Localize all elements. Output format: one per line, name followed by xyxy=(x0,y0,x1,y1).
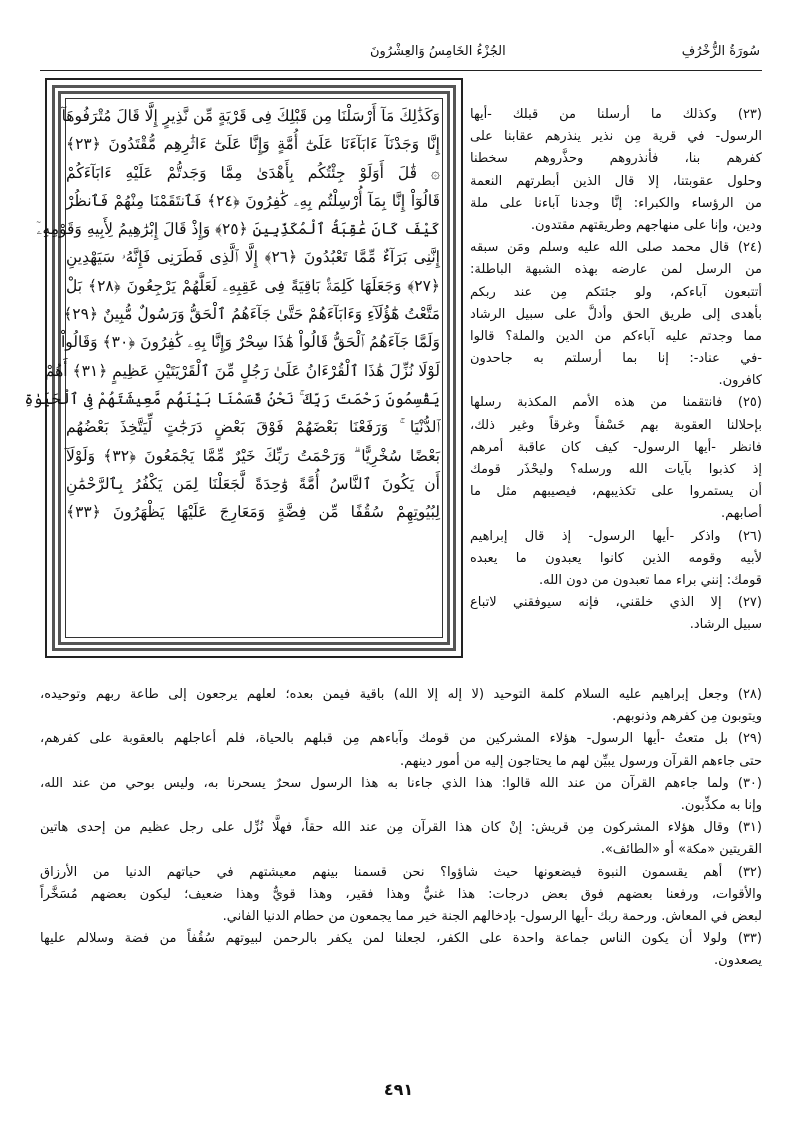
tafsir-line: وإنا به مكذِّبون. xyxy=(680,797,762,813)
tafsir-line: (٣١) وقال هؤلاء المشركون مِن قريش: إنْ كان هذا القرآن مِن عند الله حقاً، فهلَّا نُزِّل على رجل عظيم من إحدى هاتين xyxy=(40,820,762,836)
tafsir-line: قومك: إنني براء مما تعبدون من دون الله. xyxy=(538,572,762,588)
tafsir-line: من الرؤساء والكبراء: إنَّا وجدنا آباءنا على ملة xyxy=(470,195,762,211)
tafsir-line: (٢٧) إلا الذي خلقني، فإنه سيوفقني لاتباع xyxy=(470,595,762,611)
tafsir-line: وحلول عقوبتنا، إلا قال الذين أبطرتهم النعمة xyxy=(470,173,762,189)
tafsir-line: فانظر -أيها الرسول- كيف كان عاقبة أمرهم xyxy=(470,439,762,455)
page-number: ٤٩١ xyxy=(383,1080,414,1099)
tafsir-line: لبعض في المعاش. ورحمة ربك -أيها الرسول- بإدخالهم الجنة خير مما يجمعون من حطام الدنيا الفاني. xyxy=(222,908,762,924)
tafsir-line: (٢٤) قال محمد صلى الله عليه وسلم ومَن سبقه xyxy=(470,240,762,256)
tafsir-line: أصابهم. xyxy=(720,506,762,522)
tafsir-line: (٣٢) أهم يقسمون النبوة فيضعونها حيث شاؤوا؟ نحن قسمنا بينهم معيشتهم في حياتهم الدنيا من الأرزاق xyxy=(40,864,762,880)
quran-line: إِنَّنِى بَرَآءٌ مِّمَّا تَعْبُدُونَ ﴿٢٦﴾ إِلَّا ٱلَّذِى فَطَرَنِى فَإِنَّهُۥ سَيَهْدِينِ xyxy=(66,248,440,267)
tafsir-line: كفرهم بنا، فأنذروهم وحذَّروهم سخطنا xyxy=(470,151,762,167)
tafsir-line: حتى جاءهم القرآن ورسول يبيِّن لهم ما يحتاجون إليه من أمور دينهم. xyxy=(399,753,762,769)
tafsir-line: (٢٣) وكذلك ما أرسلنا من قبلك -أيها xyxy=(470,107,762,122)
tafsir-line: مما وجدتم عليه آباءكم من الدين والملة؟ قالوا xyxy=(470,328,762,344)
tafsir-side-column xyxy=(470,104,762,637)
quran-line: يَقْسِمُونَ رَحْمَتَ رَبِّكَ ۚ نَحْنُ قَسَمْنَا بَيْنَهُم مَّعِيشَتَهُمْ فِى ٱلْحَيَوٰةِ xyxy=(24,389,440,408)
tafsir-line: بإحلالنا العقوبة بهم خَسْفاً وغرقاً وغير ذلك، xyxy=(470,417,762,433)
quran-line: كَيْفَ كَانَ عَٰقِبَةُ ٱلْمُكَذِّبِينَ ﴿٢٥﴾ وَإِذْ قَالَ إِبْرَٰهِيمُ لِأَبِيهِ وَقَوْمِهِۦٓ xyxy=(36,220,440,239)
tafsir-line: أتتبعون آباءكم، ولو جئتكم مِن عند ربكم xyxy=(470,284,762,300)
quran-line: لِبُيُوتِهِمْ سُقُفًا مِّن فِضَّةٍ وَمَعَارِجَ عَلَيْهَا يَظْهَرُونَ ﴿٣٣﴾ xyxy=(66,503,440,522)
tafsir-full-width xyxy=(40,684,762,972)
tafsir-line: القريتين «مكة» أو «الطائف». xyxy=(600,842,762,858)
surah-name: سُورَةُ الزُّخْرُفِ xyxy=(681,44,760,59)
tafsir-line: ودين، وإنا على منهاجهم وطريقتهم مقتدون. xyxy=(530,217,762,233)
tafsir-line: (٢٦) واذكر -أيها الرسول- إذ قال إبراهيم xyxy=(470,528,762,544)
tafsir-line: (٢٥) فانتقمنا من هذه الأمم المكذبة رسلها xyxy=(470,395,762,411)
tafsir-line: كافرون. xyxy=(718,373,762,389)
tafsir-line: (٣٣) ولولا أن يكون الناس جماعة واحدة على الكفر، لجعلنا لمن يكفر بالرحمن لبيوتهم سُقُفاً من فضة وسلالم عليها xyxy=(40,931,762,947)
quran-line: بَعْضًا سُخْرِيًّا ۗ وَرَحْمَتُ رَبِّكَ خَيْرٌ مِّمَّا يَجْمَعُونَ ﴿٣٢﴾ وَلَوْلَآ xyxy=(66,446,440,465)
tafsir-line: ويتوبون مِن كفرهم وذنوبهم. xyxy=(612,709,762,725)
quran-line: ﴿٢٧﴾ وَجَعَلَهَا كَلِمَةًۢ بَاقِيَةً فِى عَقِبِهِۦ لَعَلَّهُمْ يَرْجِعُونَ ﴿٢٨﴾ بَلْ xyxy=(66,276,441,295)
quran-line: ٱلدُّنْيَا ۚ وَرَفَعْنَا بَعْضَهُمْ فَوْقَ بَعْضٍ دَرَجَٰتٍ لِّيَتَّخِذَ بَعْضُهُم xyxy=(66,418,440,437)
quran-text xyxy=(24,102,441,632)
tafsir-line: (٣٠) ولما جاءهم القرآن من عند الله قالوا: هذا الذي جاءنا به هذا الرسول سحرٌ يسحرنا به، وليس بوحي من عند الله، xyxy=(40,775,762,791)
page-header xyxy=(40,40,760,70)
header-rule xyxy=(40,70,762,71)
tafsir-line: (٢٩) بل متعتُ -أيها الرسول- هؤلاء المشركين من قومك وآباءهم مِن قبلهم بالحياة، فلم أعاجلهم بالعقوبة على كفرهم، xyxy=(40,731,762,747)
quran-line: لَوْلَا نُزِّلَ هَٰذَا ٱلْقُرْءَانُ عَلَىٰ رَجُلٍ مِّنَ ٱلْقَرْيَتَيْنِ عَظِيمٍ ﴿٣١﴾ أَهُمْ xyxy=(44,361,440,380)
quran-line: مَتَّعْتُ هَٰٓؤُلَآءِ وَءَابَآءَهُمْ حَتَّىٰ جَآءَهُمُ ٱلْحَقُّ وَرَسُولٌ مُّبِينٌ ﴿٢٩﴾ xyxy=(63,305,440,324)
quran-line: إِنَّا وَجَدْنَآ ءَابَآءَنَا عَلَىٰٓ أُمَّةٍ وَإِنَّا عَلَىٰٓ ءَاثَٰرِهِم مُّقْتَدُونَ ﴿٢٣﴾ xyxy=(66,135,440,154)
tafsir-line: الرسول- في قرية مِن نذير ينذرهم عقابنا على xyxy=(470,129,762,145)
tafsir-line: لأبيه وقومه الذين كانوا يعبدون ما يعبده xyxy=(470,550,762,566)
quran-line: ۞ قَٰلَ أَوَلَوْ جِئْتُكُم بِأَهْدَىٰ مِمَّا وَجَدتُّمْ عَلَيْهِ ءَابَآءَكُمْ xyxy=(66,163,440,182)
tafsir-line: من الرسل لمن عارضه بهذه الشبهة الباطلة: xyxy=(470,262,762,278)
tafsir-line: (٢٨) وجعل إبراهيم عليه السلام كلمة التوحيد (لا إله إلا الله) باقية فيمن بعده؛ لعلهم يرجعون إلى طاعة ربهم وتوحيده، xyxy=(40,687,762,702)
tafsir-line: أن يستمروا على تكذيبهم، فيصيبهم مثل ما xyxy=(470,484,762,500)
tafsir-line: سبيل الرشاد. xyxy=(689,617,762,633)
tafsir-line: والأقوات، ورفعنا بعضهم فوق بعض درجات: هذا غنيٌّ وهذا فقير، وهذا قويٌّ وهذا ضعيف؛ ليكون بعضهم مُسَخَّراً xyxy=(40,886,762,902)
tafsir-line: بأهدى إلى طريق الحق وأدلَّ على سبيل الرشاد xyxy=(470,306,762,322)
quran-line: أَن يَكُونَ ٱلنَّاسُ أُمَّةً وَٰحِدَةً لَّجَعَلْنَا لِمَن يَكْفُرُ بِٱلرَّحْمَٰنِ xyxy=(66,474,440,493)
quran-line: وَكَذَٰلِكَ مَآ أَرْسَلْنَا مِن قَبْلِكَ فِى قَرْيَةٍ مِّن نَّذِيرٍ إِلَّا قَالَ مُتْرَفُوهَآ xyxy=(61,107,440,125)
juz-title: الجُزْءُ الخَامِسُ وَالعِشْرُونَ xyxy=(370,44,506,59)
tafsir-line: يصعدون. xyxy=(714,953,762,969)
tafsir-line: -في عناد-: إنا بما أرسلتم به جاحدون xyxy=(470,351,762,367)
tafsir-line: إذ كذبوا بآيات الله ورسله؟ وليحْذَر قومك xyxy=(470,462,762,477)
quran-line: قَالُوٓاْ إِنَّا بِمَآ أُرْسِلْتُم بِهِۦ كَٰفِرُونَ ﴿٢٤﴾ فَٱنتَقَمْنَا مِنْهُمْ فَٱنظُرْ xyxy=(66,191,440,210)
quran-line: وَلَمَّا جَآءَهُمُ ٱلْحَقُّ قَالُواْ هَٰذَا سِحْرٌ وَإِنَّا بِهِۦ كَٰفِرُونَ ﴿٣٠﴾ وَقَالُواْ xyxy=(60,333,440,352)
